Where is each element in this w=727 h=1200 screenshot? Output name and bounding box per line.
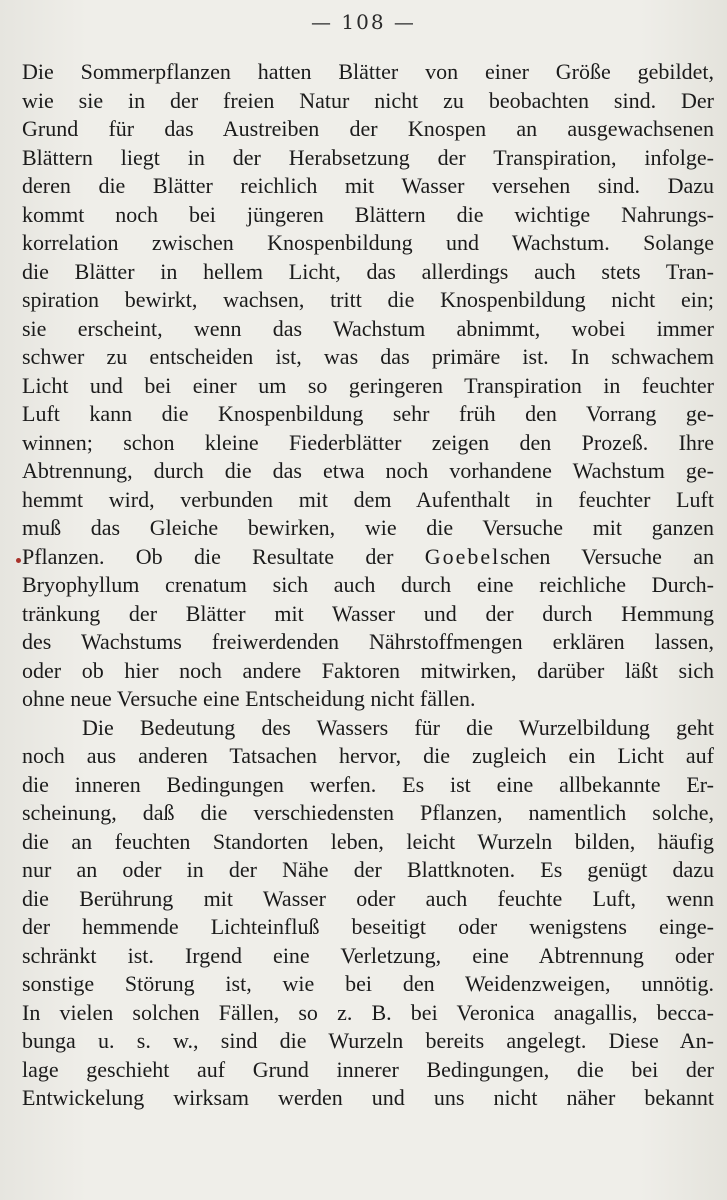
text-line: Abtrennung, durch die das etwa noch vorhandene Wachstum ge- xyxy=(22,458,714,483)
text-line: spiration bewirkt, wachsen, tritt die Knospenbildung nicht ein; xyxy=(22,287,714,312)
text-line: noch aus anderen Tatsachen hervor, die zugleich ein Licht auf xyxy=(22,743,714,768)
text-line: oder ob hier noch andere Faktoren mitwirken, darüber läßt sich xyxy=(22,657,714,683)
text-line: der hemmende Lichteinfluß beseitigt oder wenigstens einge- xyxy=(22,914,714,939)
text-line: Grund für das Austreiben der Knospen an ausgewachsenen xyxy=(22,116,714,141)
author-name: Goebel xyxy=(424,543,501,569)
text-line: des Wachstums freiwerdenden Nährstoffmengen erklären lassen, xyxy=(22,629,714,654)
text-line: Licht und bei einer um so geringeren Transpiration in feuchter xyxy=(22,372,714,398)
text-line: lage geschieht auf Grund innerer Bedingungen, die bei der xyxy=(22,1056,714,1082)
text-line: sonstige Störung ist, wie bei den Weidenzweigen, unnötig. xyxy=(22,971,714,996)
text-line: scheinung, daß die verschiedensten Pflanzen, namentlich solche, xyxy=(22,800,714,825)
text-line xyxy=(22,543,714,572)
text-line: kommt noch bei jüngeren Blättern die wichtige Nahrungs- xyxy=(22,201,714,227)
text-line: deren die Blätter reichlich mit Wasser versehen sind. Dazu xyxy=(22,173,714,198)
text-line: nur an oder in der Nähe der Blattknoten. Es genügt dazu xyxy=(22,857,714,882)
text-segment: Pflanzen. Ob die Resultate der xyxy=(22,543,425,569)
text-line: bunga u. s. w., sind die Wurzeln bereits angelegt. Diese An- xyxy=(22,1028,714,1053)
paragraph-last-line: ohne neue Versuche eine Entscheidung nicht fällen. xyxy=(22,686,476,711)
red-ink-dot xyxy=(16,558,21,563)
paragraph-first-line: Die Bedeutung des Wassers für die Wurzelbildung geht xyxy=(82,714,714,740)
text-line: die Blätter in hellem Licht, das allerdings auch stets Tran- xyxy=(22,258,714,284)
text-segment: schen Versuche an xyxy=(500,543,714,569)
text-line: korrelation zwischen Knospenbildung und Wachstum. Solange xyxy=(22,230,714,255)
text-line: Luft kann die Knospenbildung sehr früh den Vorrang ge- xyxy=(22,401,714,426)
text-line: Bryophyllum crenatum sich auch durch eine reichliche Durch- xyxy=(22,572,714,597)
text-line: Die Sommerpflanzen hatten Blätter von einer Größe gebildet, xyxy=(22,59,714,84)
text-line: tränkung der Blätter mit Wasser und der durch Hemmung xyxy=(22,600,714,626)
text-line: muß das Gleiche bewirken, wie die Versuche mit ganzen xyxy=(22,515,714,540)
text-line: hemmt wird, verbunden mit dem Aufenthalt in feuchter Luft xyxy=(22,486,714,512)
text-line: Entwickelung wirksam werden und uns nicht näher bekannt xyxy=(22,1085,714,1110)
text-line: die Berührung mit Wasser oder auch feuchte Luft, wenn xyxy=(22,885,714,911)
text-line: die an feuchten Standorten leben, leicht Wurzeln bilden, häufig xyxy=(22,828,714,854)
text-line: die inneren Bedingungen werfen. Es ist eine allbekannte Er- xyxy=(22,771,714,797)
page-number: — 108 — xyxy=(311,10,416,34)
text-line: sie erscheint, wenn das Wachstum abnimmt, wobei immer xyxy=(22,315,714,341)
text-line: Blättern liegt in der Herabsetzung der Transpiration, infolge- xyxy=(22,144,714,170)
text-line: schwer zu entscheiden ist, was das primäre ist. In schwachem xyxy=(22,344,714,369)
body-text xyxy=(22,58,714,1113)
text-line: wie sie in der freien Natur nicht zu beobachten sind. Der xyxy=(22,87,714,113)
text-line: winnen; schon kleine Fiederblätter zeigen den Prozeß. Ihre xyxy=(22,429,714,455)
text-line: In vielen solchen Fällen, so z. B. bei Veronica anagallis, becca- xyxy=(22,999,714,1025)
text-line: schränkt ist. Irgend eine Verletzung, eine Abtrennung oder xyxy=(22,942,714,968)
